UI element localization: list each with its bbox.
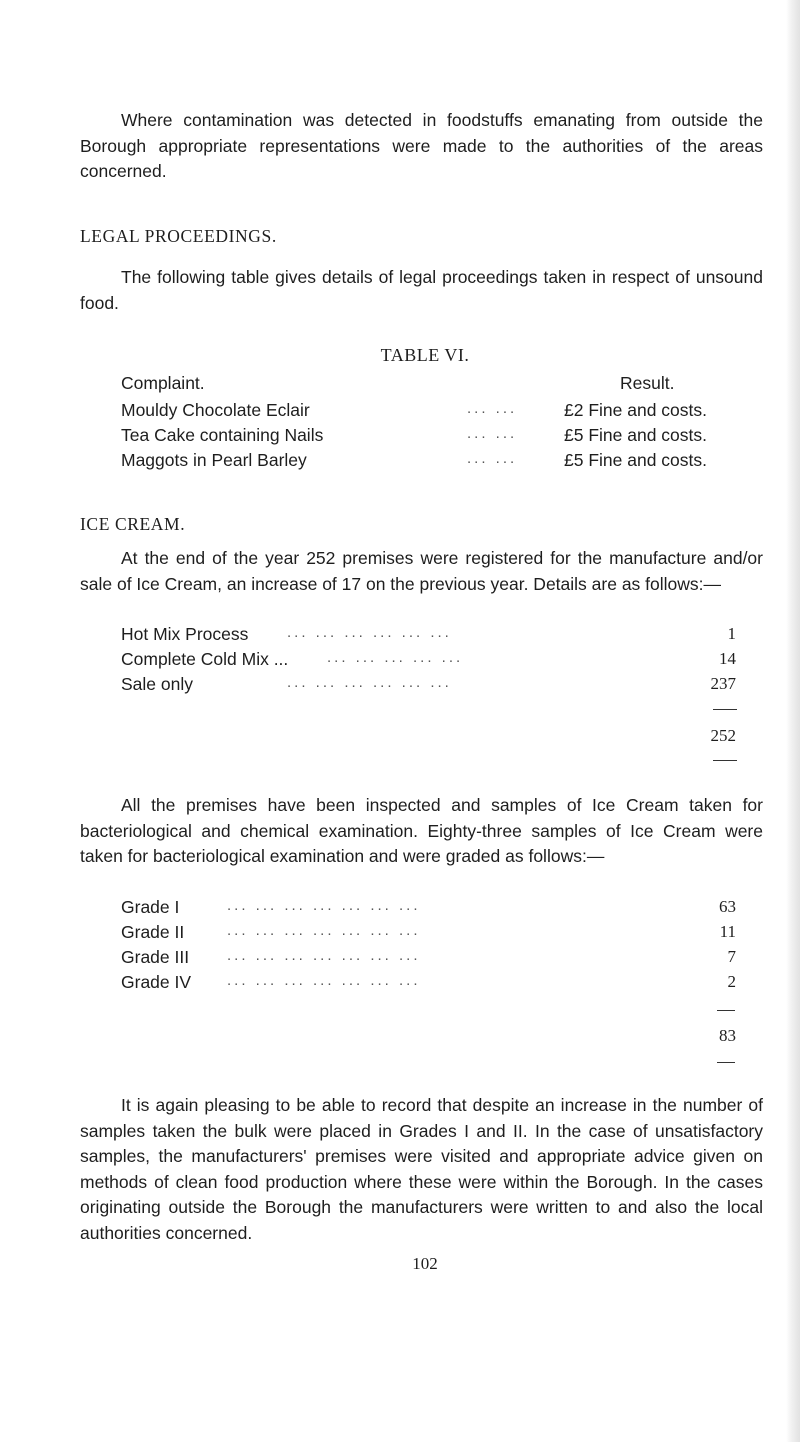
- result-cell: £5 Fine and costs.: [564, 425, 707, 445]
- grade-label: Grade II: [121, 922, 185, 942]
- ice-cream-conclusion: [80, 1093, 763, 1246]
- grade-value: 2: [727, 972, 736, 991]
- sum-rule: [717, 1062, 735, 1063]
- leader-dots: ... ... ... ... ... ... ...: [227, 922, 421, 939]
- ice-cream-paragraph-2: All the premises have been inspected and samples of Ice Cream taken for bacteriological and chemical examination. Eighty-three samples of Ice Cream were taken for bacteriological examination and were graded as follows:—: [80, 795, 763, 866]
- result-cell: £2 Fine and costs.: [564, 400, 707, 420]
- column-header-result: Result.: [620, 373, 675, 393]
- result-cell: £5 Fine and costs.: [564, 450, 707, 470]
- page-edge-shadow: [786, 0, 800, 1442]
- ice-cream-heading: ICE CREAM.: [80, 514, 186, 534]
- legal-proceedings-section: [80, 265, 763, 316]
- sum-rule: [713, 709, 737, 710]
- complaint-cell: Mouldy Chocolate Eclair: [121, 400, 310, 420]
- grade-value: 63: [719, 897, 736, 916]
- intro-section: [80, 108, 763, 185]
- leader-dots: ... ... ... ... ... ...: [287, 674, 452, 691]
- premises-total: 252: [710, 726, 736, 745]
- ice-cream-paragraph-1: At the end of the year 252 premises were registered for the manufacture and/or sale of Ice Cream, an increase of 17 on the previous year. Details are as follows:—: [80, 548, 763, 594]
- premises-value: 14: [719, 649, 736, 668]
- grade-label: Grade III: [121, 947, 190, 967]
- legal-proceedings-heading: LEGAL PROCEEDINGS.: [80, 226, 277, 246]
- page-number: 102: [412, 1254, 438, 1273]
- grades-total: 83: [719, 1026, 736, 1045]
- column-header-complaint: Complaint.: [121, 373, 205, 393]
- complaint-cell: Tea Cake containing Nails: [121, 425, 324, 445]
- table-title: TABLE VI.: [380, 345, 470, 365]
- grade-value: 7: [727, 947, 736, 966]
- leader-dots: ... ...: [467, 450, 518, 467]
- grade-value: 11: [719, 922, 736, 941]
- premises-value: 237: [710, 674, 736, 693]
- grade-label: Grade I: [121, 897, 180, 917]
- premises-value: 1: [727, 624, 736, 643]
- leader-dots: ... ... ... ... ... ... ...: [227, 947, 421, 964]
- leader-dots: ... ... ... ... ...: [327, 649, 464, 666]
- premises-label: Hot Mix Process: [121, 624, 249, 644]
- legal-proceedings-paragraph: The following table gives details of legal proceedings taken in respect of unsound food.: [80, 267, 763, 313]
- leader-dots: ... ...: [467, 425, 518, 442]
- ice-cream-intro: [80, 546, 763, 597]
- leader-dots: ... ... ... ... ... ...: [287, 624, 452, 641]
- sum-rule: [717, 1010, 735, 1011]
- leader-dots: ... ...: [467, 400, 518, 417]
- ice-cream-paragraph-3: It is again pleasing to be able to record that despite an increase in the number of samples taken the bulk were placed in Grades I and II. In the case of unsatisfactory samples, the manufacturers' premises were visited and appropriate advice given on methods of clean food production where these were within the Borough. In the cases originating outside the Borough the manufacturers were written to and also the local authorities concerned.: [80, 1095, 763, 1243]
- premises-label: Sale only: [121, 674, 193, 694]
- premises-label: Complete Cold Mix ...: [121, 649, 289, 669]
- sum-rule: [713, 760, 737, 761]
- ice-cream-inspection: [80, 793, 763, 870]
- leader-dots: ... ... ... ... ... ... ...: [227, 972, 421, 989]
- complaint-cell: Maggots in Pearl Barley: [121, 450, 307, 470]
- leader-dots: ... ... ... ... ... ... ...: [227, 897, 421, 914]
- grade-label: Grade IV: [121, 972, 192, 992]
- intro-paragraph: Where contamination was detected in foodstuffs emanating from outside the Borough appropriate representations were made to the authorities of the areas concerned.: [80, 110, 763, 181]
